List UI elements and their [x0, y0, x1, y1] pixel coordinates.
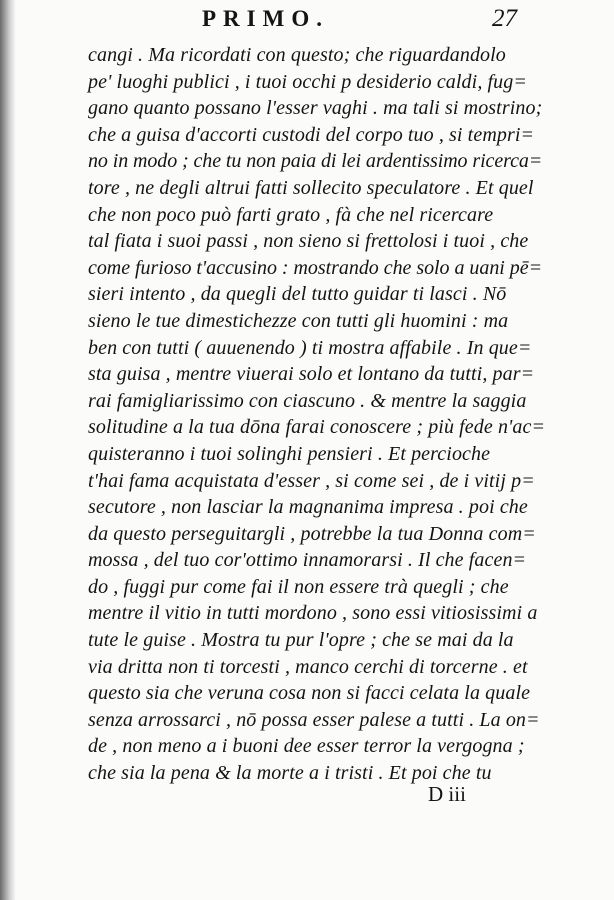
text-line: via dritta non ti torcesti , manco cerchi di torcerne . et: [88, 655, 528, 678]
text-line: che sia la pena & la morte a i tristi . Et poi che tu: [88, 762, 492, 785]
text-line: gano quanto possano l'esser vaghi . ma tali si mostrino;: [88, 97, 543, 120]
text-line: che non poco può farti grato , fà che nel ricercare: [88, 203, 494, 226]
text-line: tute le guise . Mostra tu pur l'opre ; che se mai da la: [88, 629, 514, 652]
text-line: da questo perseguitargli , potrebbe la tua Donna com=: [88, 522, 536, 545]
text-line: ben con tutti ( auuenendo ) ti mostra affabile . In que=: [88, 336, 532, 359]
text-line: sta guisa , mentre viuerai solo et lontano da tutti, par=: [88, 363, 535, 386]
text-line: do , fuggi pur come fai il non essere trà quegli ; che: [88, 575, 509, 598]
text-line: rai famigliarissimo con ciascuno . & mentre la saggia: [88, 389, 527, 412]
text-line: solitudine a la tua dōna farai conoscere ; più fede n'ac=: [88, 416, 546, 439]
text-line: de , non meno a i buoni dee esser terror la vergogna ;: [88, 735, 525, 758]
text-line: senza arrossarci , nō possa esser palese a tutti . La on=: [88, 708, 540, 731]
text-line: questo sia che veruna cosa non si facci celata la quale: [88, 682, 531, 705]
page-gutter-shadow: [0, 0, 16, 900]
text-line: secutore , non lasciar la magnanima impresa . poi che: [88, 496, 528, 519]
text-line: tal fiata i suoi passi , non sieno si frettolosi i tuoi , che: [88, 230, 529, 253]
text-line: cangi . Ma ricordati con questo; che riguardandolo: [88, 44, 506, 66]
text-line: come furioso t'accusino : mostrando che solo a uani pē=: [88, 256, 543, 279]
text-line: mentre il vitio in tutti mordono , sono essi vitiosissimi a: [88, 602, 538, 625]
text-line: quisteranno i tuoi solinghi pensieri . Et percioche: [88, 442, 491, 465]
running-head: PRIMO.: [202, 6, 329, 31]
text-line: che a guisa d'accorti custodi del corpo tuo , si tempri=: [88, 123, 535, 146]
body-text: [88, 42, 548, 787]
text-line: sieri intento , da quegli del tutto guidar ti lasci . Nō: [88, 283, 507, 306]
text-line: mossa , del tuo cor'ottimo innamorarsi . Il che facen=: [88, 549, 527, 572]
text-line: sieno le tue dimestichezze con tutti gli huomini : ma: [88, 309, 509, 332]
text-line: t'hai fama acquistata d'esser , si come sei , de i vitij p=: [88, 469, 535, 492]
signature-mark: D iii: [428, 782, 466, 806]
text-line: tore , ne degli altrui fatti sollecito speculatore . Et quel: [88, 176, 534, 199]
text-line: pe' luoghi publici , i tuoi occhi p desiderio caldi, fug=: [88, 70, 527, 93]
text-line: no in modo ; che tu non paia di lei ardentissimo ricerca=: [88, 150, 543, 173]
page-number: 27: [492, 5, 517, 32]
